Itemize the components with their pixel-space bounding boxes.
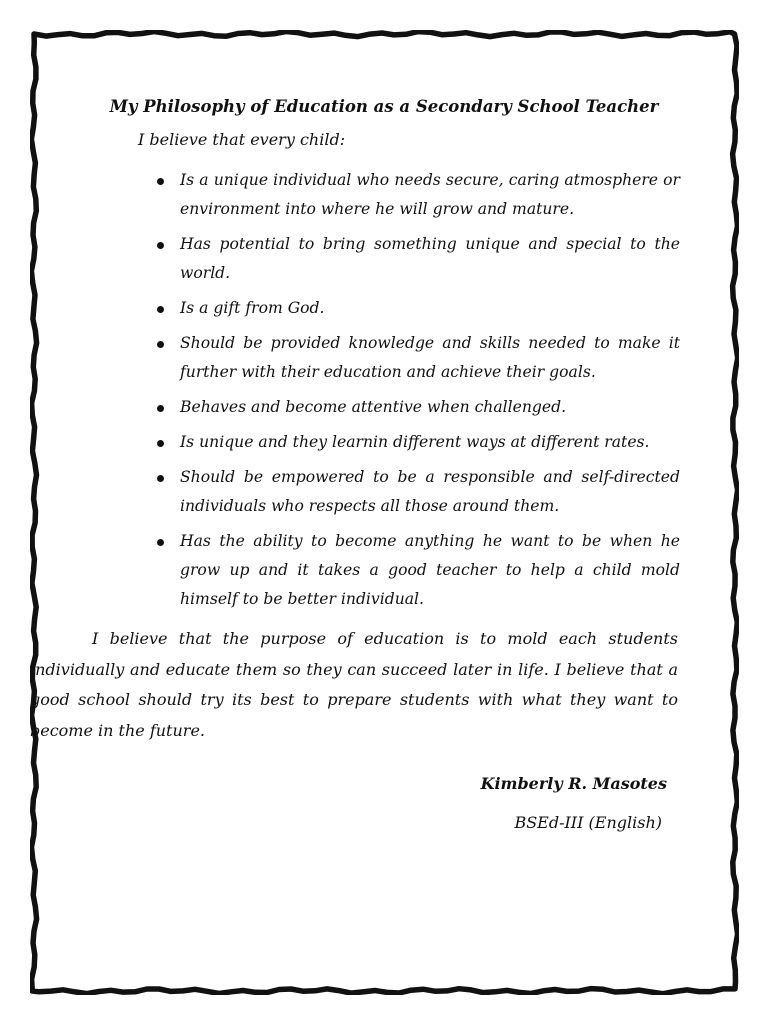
list-item-text: Should be empowered to be a responsible and self-directed individuals who respects all those around them. <box>180 468 680 515</box>
intro-text: I believe that every child: <box>138 130 346 149</box>
author-course: BSEd-III (English) <box>514 813 662 832</box>
bullet-icon <box>157 440 164 447</box>
list-item-text: Has the ability to become anything he want to be when he grow up and it takes a good teacher to help a child mold himself to be better individual. <box>180 532 680 608</box>
list-item <box>180 166 680 224</box>
list-item-text: Behaves and become attentive when challenged. <box>180 398 567 416</box>
bullet-icon <box>157 242 164 249</box>
list-item-text: Has potential to bring something unique and special to the world. <box>180 235 680 282</box>
document-title: My Philosophy of Education as a Secondary School Teacher <box>109 97 659 116</box>
bullet-icon <box>157 405 164 412</box>
list-item-text: Is a gift from God. <box>180 299 325 317</box>
list-item <box>180 294 680 323</box>
bullet-icon <box>157 475 164 482</box>
list-item <box>180 463 680 521</box>
list-item-text: Is unique and they learnin different ways at different rates. <box>180 433 650 451</box>
list-item <box>180 428 680 457</box>
author-name: Kimberly R. Masotes <box>480 774 667 793</box>
list-item-text: Should be provided knowledge and skills needed to make it further with their education and achieve their goals. <box>180 334 680 381</box>
list-item <box>180 393 680 422</box>
bullet-icon <box>157 539 164 546</box>
list-item-text: Is a unique individual who needs secure, caring atmosphere or environment into where he will grow and mature. <box>180 171 680 218</box>
document-body <box>30 92 680 832</box>
bullet-icon <box>157 306 164 313</box>
list-item <box>180 230 680 288</box>
list-item <box>180 329 680 387</box>
bullet-icon <box>157 178 164 185</box>
bullet-icon <box>157 341 164 348</box>
list-item <box>180 527 680 614</box>
beliefs-list <box>60 166 680 614</box>
closing-paragraph: I believe that the purpose of education is to mold each students individually and educate them so they can succeed later in life. I believe that a good school should try its best to prepare students with what they want to become in the future. <box>30 629 678 740</box>
